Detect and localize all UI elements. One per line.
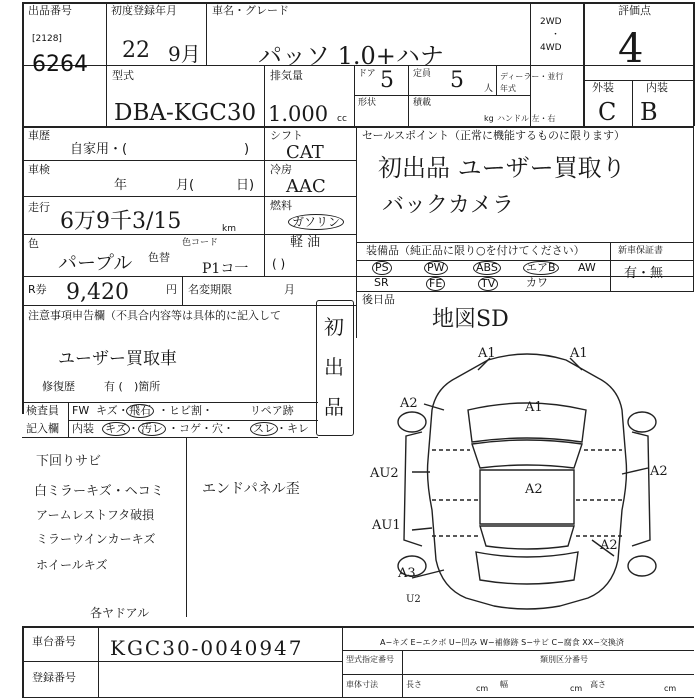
first-reg-year: 22: [122, 38, 150, 63]
drive-4wd: 4WD: [540, 43, 562, 53]
sales-label: セールスポイント（正常に機能するものに限ります）: [362, 129, 626, 142]
color-value: パープル: [58, 252, 133, 274]
inspect-label: 車検: [28, 163, 50, 176]
damage-mark-5: A2: [525, 482, 543, 497]
equip-abs: ABS: [473, 261, 501, 275]
color-no-label: 色替: [148, 251, 170, 264]
damage-mark-9: AU1: [372, 518, 401, 533]
shape-label: 形状: [358, 98, 377, 108]
displacement-value: 1.000: [268, 102, 329, 126]
damage-mark-10: A3: [398, 566, 416, 581]
wheel-front-right: [628, 412, 656, 432]
warranty-value: 有・無: [624, 266, 664, 281]
equip-aw: AW: [578, 261, 596, 274]
inspector-row1-fw: FW: [72, 404, 90, 417]
car-right-side: [632, 432, 650, 546]
inspector-row2-scratch: キズ: [102, 422, 130, 436]
color-code-value: P1コ一: [202, 261, 249, 277]
chassis-label: 車台番号: [32, 635, 76, 648]
handnote-left-6: 各ヤドアル: [90, 606, 150, 620]
recycle-unit: 円: [166, 283, 177, 296]
displacement-unit: cc: [337, 114, 347, 124]
capacity-label: 定員: [413, 69, 432, 79]
car-windshield: [472, 440, 582, 468]
damage-mark-8: A2: [600, 538, 618, 553]
dim-height-unit: cm: [664, 684, 677, 693]
inspector-row1-scratch: キズ・: [96, 404, 129, 417]
later-items-value: 地図SD: [432, 307, 509, 332]
damage-mark-1: A1: [478, 346, 496, 361]
lot-label: 出品番号: [28, 4, 72, 17]
cool-value: AAC: [286, 176, 326, 197]
inspector-row1-repair: リペア跡: [250, 404, 294, 417]
notes-line1: ユーザー買取車: [58, 349, 177, 369]
mileage-label: 走行: [28, 201, 50, 214]
year-label: 年式: [500, 84, 516, 93]
sales-line2: バックカメラ: [382, 193, 515, 218]
repair-suffix: )箇所: [134, 380, 161, 393]
model-name-label: 車名・グレード: [212, 4, 289, 17]
first-listing-stamp: [316, 300, 354, 436]
dim-width-unit: cm: [570, 684, 583, 693]
inspector-row1-crack: ・ヒビ割・: [158, 404, 213, 417]
type-label: 型式: [112, 69, 134, 82]
dealer-label: ディーラー・並行: [500, 72, 564, 81]
dim-length-label: 長さ: [406, 680, 422, 689]
fuel-label: 燃料: [270, 199, 292, 212]
history-close: ): [244, 142, 250, 157]
class-label: 類別区分番号: [540, 655, 588, 664]
first-reg-label: 初度登録年月: [111, 4, 177, 17]
shift-label: シフト: [270, 129, 303, 142]
handnote-left-1: 下回りサビ: [36, 454, 102, 469]
repair-value: 有 (: [104, 380, 123, 393]
damage-mark-7: AU2: [370, 466, 399, 481]
reg-label: 登録番号: [32, 671, 76, 684]
int-value: B: [640, 98, 658, 126]
inspector-row2-tear: ・キレ: [276, 422, 309, 435]
type-value: DBA-KGC30: [114, 100, 257, 126]
damage-mark-3: A2: [400, 396, 418, 411]
history-label: 車歴: [28, 129, 50, 142]
damage-mark-2: A1: [570, 346, 588, 361]
handnote-left-2: 白ミラーキズ・ヘコミ: [34, 484, 164, 499]
recycle-label: R券: [28, 283, 47, 296]
inspector-label-1: 検査員: [26, 404, 59, 417]
repair-label: 修復歴: [42, 380, 75, 393]
load-label: 積載: [413, 98, 432, 108]
equip-sr: SR: [374, 276, 389, 289]
inspector-row2-interior: 内装: [72, 422, 94, 435]
model-name: パッソ 1.0+ハナ: [258, 42, 444, 70]
handnote-left-3: アームレストフタ破損: [36, 508, 155, 522]
drive-2wd: 2WD: [540, 17, 562, 27]
chassis-value: KGC30-0040947: [110, 636, 304, 660]
history-value: 自家用・(: [70, 142, 128, 157]
displacement-label: 排気量: [270, 69, 303, 82]
capacity-value: 5: [450, 68, 464, 93]
warranty-label: 新車保証書: [618, 246, 664, 256]
inspector-row2-stain: 汚レ: [138, 422, 166, 436]
mileage-unit: km: [222, 224, 236, 234]
later-items-label: 後日品: [362, 293, 395, 306]
inspector-row2-scuff: スレ: [250, 422, 278, 436]
inspector-row2-dot: ・: [128, 422, 139, 435]
dim-width-label: 幅: [500, 680, 508, 689]
handnote-left-4: ミラーウインカーキズ: [36, 532, 156, 546]
name-change-month: 月: [284, 283, 295, 296]
lot-number: 6264: [32, 52, 88, 77]
ext-label: 外装: [592, 81, 614, 94]
equip-airbag: エアB: [523, 261, 559, 275]
inspector-label-2: 記入欄: [26, 422, 59, 435]
dims-label: 車体寸法: [346, 680, 378, 689]
inspector-row1-chip: 飛石: [126, 404, 154, 418]
notes-label: 注意事項申告欄（不具合内容等は具体的に記入して: [28, 309, 281, 322]
recycle-value: 9,420: [66, 280, 129, 305]
inspector-row2-burn: ・コゲ・穴・: [168, 422, 234, 435]
inspect-day-unit: 日): [236, 178, 255, 193]
car-rear-hatch: [476, 552, 578, 584]
wheel-front-left: [398, 412, 426, 432]
handnote-left-5: ホイールキズ: [36, 558, 108, 572]
wheel-rear-right: [628, 556, 656, 576]
equipment-label: 装備品（純正品に限り○を付けてください）: [366, 244, 585, 257]
int-label: 内装: [646, 81, 668, 94]
drive-dot: ・: [551, 30, 561, 40]
inspect-year-unit: 年: [114, 178, 128, 193]
equip-fe: FE: [426, 277, 445, 291]
shift-value: CAT: [286, 142, 324, 163]
fuel-gas: ガソリン: [288, 214, 344, 230]
cool-label: 冷房: [270, 163, 292, 176]
damage-legend: A−キズ E−エクボ U−凹み W−補修跡 S−サビ C−腐食 XX−交換済: [380, 638, 624, 647]
equip-ps: PS: [372, 261, 392, 275]
ext-value: C: [598, 98, 617, 126]
color-code-label: 色コード: [182, 238, 219, 248]
inspect-month-unit: 月(: [176, 178, 195, 193]
damage-mark-6: A2: [650, 464, 668, 479]
equip-leather: カワ: [526, 276, 548, 289]
doors-value: 5: [380, 68, 394, 93]
dim-height-label: 高さ: [590, 680, 606, 689]
fuel-paren: ( ): [272, 257, 286, 271]
lot-code: [2128]: [32, 34, 62, 44]
handle-label: ハンドル 左・右: [497, 114, 556, 123]
equip-tv: TV: [478, 277, 498, 291]
first-reg-month: 9月: [168, 42, 201, 66]
damage-mark-4: A1: [525, 400, 543, 415]
load-unit: kg: [484, 114, 494, 123]
name-change-label: 名変期限: [188, 283, 232, 296]
damage-mark-11: U2: [406, 594, 421, 605]
fuel-diesel: 軽 油: [290, 235, 321, 250]
grade-label: 評価点: [618, 4, 651, 17]
car-roof: [480, 470, 574, 524]
handnote-right-1: エンドパネル歪: [202, 481, 300, 497]
mileage-value: 6万9千3/15: [60, 209, 182, 234]
sales-line1: 初出品 ユーザー買取り: [378, 154, 626, 182]
grade-value: 4: [618, 26, 644, 72]
capacity-unit: 人: [484, 84, 494, 94]
color-label: 色: [28, 237, 39, 250]
model-cert-label: 型式指定番号: [346, 655, 394, 664]
first-listing-text: 初出品: [324, 315, 344, 419]
equip-pw: PW: [424, 261, 448, 275]
car-rear-window: [480, 526, 574, 549]
dim-length-unit: cm: [476, 684, 489, 693]
doors-label: ドア: [358, 69, 376, 79]
